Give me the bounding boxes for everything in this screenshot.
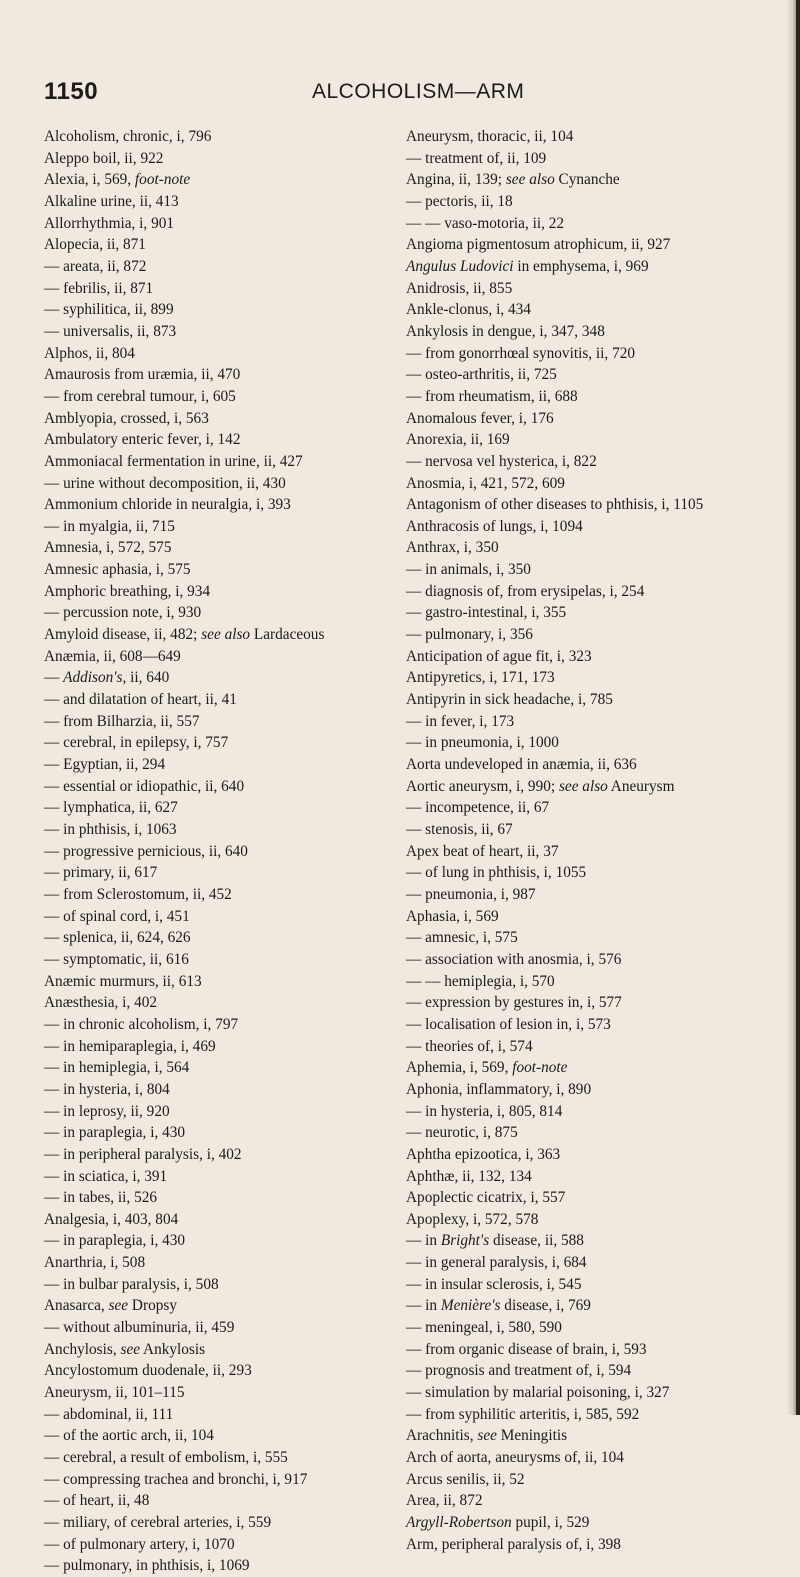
index-entry: — splenica, ii, 624, 626 — [44, 929, 191, 947]
index-entry: — pulmonary, i, 356 — [406, 626, 533, 644]
index-entry: Arachnitis, see Meningitis — [406, 1427, 568, 1445]
page-header — [44, 78, 764, 108]
index-entry: Ambulatory enteric fever, i, 142 — [44, 431, 241, 449]
index-entry: — in paraplegia, i, 430 — [44, 1232, 186, 1250]
index-entry: — incompetence, ii, 67 — [406, 799, 550, 817]
index-entry: Apoplectic cicatrix, i, 557 — [406, 1189, 566, 1207]
index-entry: — in chronic alcoholism, i, 797 — [44, 1015, 239, 1033]
index-entry: — in paraplegia, i, 430 — [44, 1124, 186, 1142]
index-entry: Antagonism of other diseases to phthisis, i, 1105 — [406, 496, 704, 514]
index-entry: — of heart, ii, 48 — [44, 1492, 150, 1510]
index-entry: — theories of, i, 574 — [406, 1037, 533, 1055]
index-entry: — in pneumonia, i, 1000 — [406, 734, 559, 752]
index-entry: Amyloid disease, ii, 482; see also Lardaceous — [44, 626, 325, 644]
index-entry: Alopecia, ii, 871 — [44, 236, 146, 254]
index-entry: — diagnosis of, from erysipelas, i, 254 — [406, 582, 645, 600]
index-entry: — in insular sclerosis, i, 545 — [406, 1275, 582, 1293]
index-entry: — abdominal, ii, 111 — [44, 1405, 174, 1423]
index-entry: Antipyretics, i, 171, 173 — [406, 669, 555, 687]
index-entry: Aphonia, inflammatory, i, 890 — [406, 1080, 592, 1098]
index-entry: — — hemiplegia, i, 570 — [406, 972, 555, 990]
index-entry: Anæmia, ii, 608—649 — [44, 647, 181, 665]
index-entry: Aorta undeveloped in anæmia, ii, 636 — [406, 756, 637, 774]
index-entry: — association with anosmia, i, 576 — [406, 950, 622, 968]
index-entry: Argyll-Robertson pupil, i, 529 — [406, 1514, 590, 1531]
index-column-right — [406, 126, 778, 1555]
index-entry: Arch of aorta, aneurysms of, ii, 104 — [406, 1449, 624, 1467]
index-entry: — pectoris, ii, 18 — [406, 192, 513, 210]
index-entry: — primary, ii, 617 — [44, 864, 158, 882]
index-entry: — progressive pernicious, ii, 640 — [44, 842, 248, 860]
index-entry: — and dilatation of heart, ii, 41 — [44, 691, 237, 709]
index-entry: Ancylostomum duodenale, ii, 293 — [44, 1362, 252, 1380]
index-entry: Amaurosis from uræmia, ii, 470 — [44, 366, 241, 384]
index-entry: Anæmic murmurs, ii, 613 — [44, 972, 202, 990]
index-entry: — syphilitica, ii, 899 — [44, 301, 174, 319]
index-entry: — from cerebral tumour, i, 605 — [44, 387, 236, 405]
index-entry: — areata, ii, 872 — [44, 257, 147, 275]
index-entry: Anidrosis, ii, 855 — [406, 279, 513, 297]
index-entry: — febrilis, ii, 871 — [44, 279, 154, 297]
index-entry: Angina, ii, 139; see also Cynanche — [406, 171, 620, 189]
index-entry: Alcoholism, chronic, i, 796 — [44, 128, 212, 145]
index-entry: — in leprosy, ii, 920 — [44, 1102, 170, 1120]
index-entry: — simulation by malarial poisoning, i, 327 — [406, 1384, 670, 1402]
index-entry: — in phthisis, i, 1063 — [44, 821, 177, 838]
index-entry: — without albuminuria, ii, 459 — [44, 1319, 235, 1337]
index-entry: — percussion note, i, 930 — [44, 604, 202, 622]
index-entry: Antipyrin in sick headache, i, 785 — [406, 691, 613, 709]
index-entry: — — vaso-motoria, ii, 22 — [406, 214, 565, 232]
index-entry: Anosmia, i, 421, 572, 609 — [406, 474, 565, 492]
index-entry: Anasarca, see Dropsy — [44, 1297, 177, 1315]
index-entry: — pneumonia, i, 987 — [406, 885, 536, 903]
index-entry: — localisation of lesion in, i, 573 — [406, 1015, 611, 1033]
index-entry: — in sciatica, i, 391 — [44, 1167, 168, 1185]
index-entry: Alexia, i, 569, foot-note — [44, 171, 191, 189]
index-entry: — of spinal cord, i, 451 — [44, 907, 190, 925]
index-entry: — from rheumatism, ii, 688 — [406, 387, 578, 405]
index-entry: — essential or idiopathic, ii, 640 — [44, 777, 245, 795]
index-entry: — in general paralysis, i, 684 — [406, 1254, 587, 1272]
index-entry: — in peripheral paralysis, i, 402 — [44, 1145, 242, 1163]
index-entry: — Egyptian, ii, 294 — [44, 756, 166, 774]
index-entry: — from Bilharzia, ii, 557 — [44, 712, 200, 730]
index-entry: — in Bright's disease, ii, 588 — [406, 1232, 584, 1250]
index-entry: — nervosa vel hysterica, i, 822 — [406, 452, 597, 470]
index-column-left — [44, 126, 399, 1577]
index-entry: Aphasia, i, 569 — [406, 907, 499, 925]
index-entry: Ankle-clonus, i, 434 — [406, 301, 531, 319]
index-entry: — from gonorrhœal synovitis, ii, 720 — [406, 344, 636, 362]
index-entry: Allorrhythmia, i, 901 — [44, 214, 175, 232]
index-entry: — expression by gestures in, i, 577 — [406, 994, 622, 1012]
index-entry: Angioma pigmentosum atrophicum, ii, 927 — [406, 236, 671, 254]
index-entry: — cerebral, a result of embolism, i, 555 — [44, 1449, 288, 1467]
index-entry: Aneurysm, ii, 101–115 — [44, 1384, 185, 1402]
index-entry: — Addison's, ii, 640 — [44, 669, 170, 687]
index-entry: — meningeal, i, 580, 590 — [406, 1319, 562, 1337]
index-entry: — lymphatica, ii, 627 — [44, 799, 178, 817]
index-entry: Anchylosis, see Ankylosis — [44, 1340, 206, 1358]
index-entry: Anorexia, ii, 169 — [406, 431, 510, 449]
index-entry: — of the aortic arch, ii, 104 — [44, 1427, 214, 1445]
index-entry: Alphos, ii, 804 — [44, 344, 135, 362]
index-entry: — stenosis, ii, 67 — [406, 821, 513, 838]
index-entry: — compressing trachea and bronchi, i, 917 — [44, 1470, 308, 1488]
index-entry: Aphemia, i, 569, foot-note — [406, 1059, 568, 1077]
index-entry: — from Sclerostomum, ii, 452 — [44, 885, 232, 903]
index-entry: Amblyopia, crossed, i, 563 — [44, 409, 209, 427]
index-entry: — treatment of, ii, 109 — [406, 149, 547, 167]
index-entry: Amnesia, i, 572, 575 — [44, 539, 172, 557]
index-entry: Angulus Ludovici in emphysema, i, 969 — [406, 257, 649, 275]
index-entry: Area, ii, 872 — [406, 1492, 483, 1510]
index-entry: Anticipation of ague fit, i, 323 — [406, 647, 592, 665]
index-entry: — of pulmonary artery, i, 1070 — [44, 1535, 235, 1553]
index-entry: Aphtha epizootica, i, 363 — [406, 1145, 561, 1163]
index-entry: — osteo-arthritis, ii, 725 — [406, 366, 557, 384]
index-entry: — amnesic, i, 575 — [406, 929, 518, 947]
index-entry: Anomalous fever, i, 176 — [406, 409, 554, 427]
index-entry: — symptomatic, ii, 616 — [44, 950, 189, 968]
index-entry: — urine without decomposition, ii, 430 — [44, 474, 286, 492]
index-entry: — in animals, i, 350 — [406, 561, 531, 579]
index-entry: Apoplexy, i, 572, 578 — [406, 1210, 539, 1228]
index-entry: Amnesic aphasia, i, 575 — [44, 561, 191, 579]
index-entry: Arcus senilis, ii, 52 — [406, 1470, 525, 1488]
running-head: ALCOHOLISM—ARM — [312, 80, 525, 103]
index-entry: — gastro-intestinal, i, 355 — [406, 604, 567, 622]
page-edge-dark — [796, 0, 800, 1415]
index-entry: Anarthria, i, 508 — [44, 1254, 146, 1272]
index-entry: — from syphilitic arteritis, i, 585, 592 — [406, 1405, 640, 1423]
index-entry: — in Menière's disease, i, 769 — [406, 1297, 591, 1315]
index-entry: — cerebral, in epilepsy, i, 757 — [44, 734, 229, 752]
index-entry: — in bulbar paralysis, i, 508 — [44, 1275, 219, 1293]
index-entry: — neurotic, i, 875 — [406, 1124, 518, 1142]
index-entry: — in myalgia, ii, 715 — [44, 517, 175, 535]
index-entry: Apex beat of heart, ii, 37 — [406, 842, 559, 860]
index-entry: — universalis, ii, 873 — [44, 322, 177, 340]
index-entry: Ammoniacal fermentation in urine, ii, 427 — [44, 452, 303, 470]
index-entry: — in hysteria, i, 805, 814 — [406, 1102, 563, 1120]
index-entry: — pulmonary, in phthisis, i, 1069 — [44, 1557, 250, 1575]
index-entry: Aphthæ, ii, 132, 134 — [406, 1167, 532, 1185]
index-entry: — in hysteria, i, 804 — [44, 1080, 170, 1098]
index-entry: Aleppo boil, ii, 922 — [44, 149, 164, 167]
index-entry: — in tabes, ii, 526 — [44, 1189, 158, 1207]
index-entry: Analgesia, i, 403, 804 — [44, 1210, 179, 1228]
page-number: 1150 — [44, 78, 99, 105]
index-entry: Ammonium chloride in neuralgia, i, 393 — [44, 496, 291, 514]
index-entry: — miliary, of cerebral arteries, i, 559 — [44, 1514, 272, 1531]
index-entry: Ankylosis in dengue, i, 347, 348 — [406, 322, 605, 340]
index-entry: Anthracosis of lungs, i, 1094 — [406, 517, 583, 535]
index-entry: — of lung in phthisis, i, 1055 — [406, 864, 587, 882]
index-entry: Arm, peripheral paralysis of, i, 398 — [406, 1535, 621, 1553]
index-entry: Amphoric breathing, i, 934 — [44, 582, 211, 600]
index-entry: — prognosis and treatment of, i, 594 — [406, 1362, 632, 1380]
index-entry: Anthrax, i, 350 — [406, 539, 499, 557]
index-entry: Alkaline urine, ii, 413 — [44, 192, 179, 210]
index-entry: — in hemiparaplegia, i, 469 — [44, 1037, 216, 1055]
index-entry: Aneurysm, thoracic, ii, 104 — [406, 128, 574, 145]
index-entry: Aortic aneurysm, i, 990; see also Aneurysm — [406, 777, 675, 795]
index-entry: — in hemiplegia, i, 564 — [44, 1059, 190, 1077]
index-entry: — from organic disease of brain, i, 593 — [406, 1340, 647, 1358]
index-entry: Anæsthesia, i, 402 — [44, 994, 158, 1012]
index-entry: — in fever, i, 173 — [406, 712, 515, 730]
